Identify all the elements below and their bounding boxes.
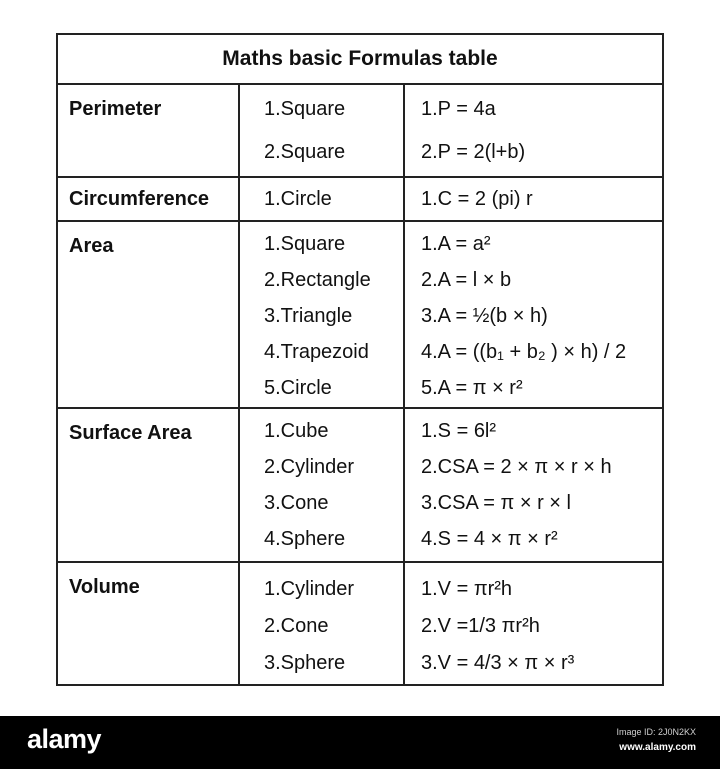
formula-item: 2.A = l × b bbox=[421, 269, 512, 291]
table-row-volume bbox=[58, 563, 662, 684]
shape-item: 2.Square bbox=[264, 141, 346, 163]
shape-item: 2.Cylinder bbox=[264, 456, 355, 478]
formula-item: 4.S = 4 × π × r² bbox=[421, 528, 558, 550]
formula-item: 5.A = π × r² bbox=[421, 377, 523, 399]
shape-item: 4.Sphere bbox=[264, 528, 346, 550]
brand-logo: alamy bbox=[27, 724, 102, 754]
formula-item: 1.C = 2 (pi) r bbox=[421, 188, 533, 210]
table-row-surface-area bbox=[58, 409, 662, 563]
formula-item: 1.P = 4a bbox=[421, 98, 496, 120]
formula-item: 2.CSA = 2 × π × r × h bbox=[421, 456, 612, 478]
category-label: Circumference bbox=[69, 188, 210, 210]
formula-item: 1.V = πr²h bbox=[421, 578, 513, 600]
shape-item: 2.Cone bbox=[264, 615, 329, 637]
shape-item: 2.Rectangle bbox=[264, 269, 371, 291]
shape-item: 4.Trapezoid bbox=[264, 341, 369, 363]
category-label: Volume bbox=[69, 576, 140, 598]
shape-item: 1.Square bbox=[264, 233, 346, 255]
table-row-area bbox=[58, 222, 662, 409]
category-label: Area bbox=[69, 235, 114, 257]
shape-item: 1.Cube bbox=[264, 420, 329, 442]
formula-item: 4.A = ((b₁ + b₂ ) × h) / 2 bbox=[421, 341, 627, 363]
shape-item: 5.Circle bbox=[264, 377, 332, 399]
formulas-table bbox=[56, 33, 664, 686]
formula-item: 2.V =1/3 πr²h bbox=[421, 615, 540, 637]
shape-item: 1.Cylinder bbox=[264, 578, 355, 600]
formula-item: 3.V = 4/3 × π × r³ bbox=[421, 652, 575, 674]
shape-item: 3.Triangle bbox=[264, 305, 353, 327]
formula-item: 3.A = ½(b × h) bbox=[421, 305, 548, 327]
shape-item: 3.Sphere bbox=[264, 652, 346, 674]
formula-item: 3.CSA = π × r × l bbox=[421, 492, 571, 514]
formula-item: 1.S = 6l² bbox=[421, 420, 497, 442]
table-row-perimeter bbox=[58, 85, 662, 178]
formula-item: 1.A = a² bbox=[421, 233, 491, 255]
shape-item: 3.Cone bbox=[264, 492, 329, 514]
formula-item: 2.P = 2(l+b) bbox=[421, 141, 526, 163]
shape-item: 1.Circle bbox=[264, 188, 332, 210]
shape-item: 1.Square bbox=[264, 98, 346, 120]
watermark-footer bbox=[0, 716, 720, 769]
category-label: Perimeter bbox=[69, 98, 162, 120]
site-url: www.alamy.com bbox=[619, 742, 696, 753]
category-label: Surface Area bbox=[69, 422, 192, 444]
table-row-circumference bbox=[58, 178, 662, 222]
table-title: Maths basic Formulas table bbox=[58, 35, 662, 85]
image-id-label: Image ID: 2J0N2KX bbox=[616, 727, 696, 737]
